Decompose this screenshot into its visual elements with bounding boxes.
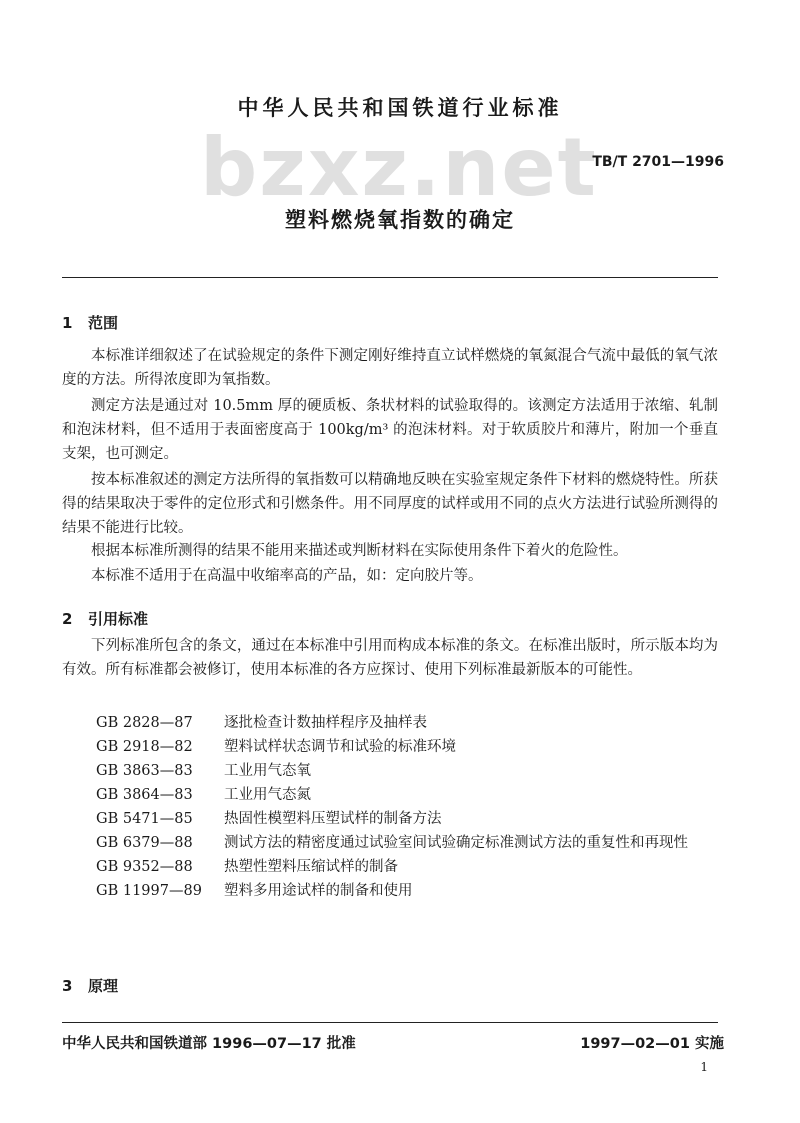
reference-code: GB 2918—82 bbox=[96, 739, 193, 755]
paragraph: 按本标准叙述的测定方法所得的氧指数可以精确地反映在实验室规定条件下材料的燃烧特性。所获得的结果取决于零件的定位形式和引燃条件。用不同厚度的试样或用不同的点火方法进行试验所测得的结果不能进行比较。 bbox=[62, 472, 718, 536]
footer-divider bbox=[62, 1022, 718, 1023]
reference-item bbox=[96, 831, 722, 855]
reference-item bbox=[96, 855, 722, 879]
reference-title: 测试方法的精密度通过试验室间试验确定标准测试方法的重复性和再现性 bbox=[224, 835, 688, 851]
section-title: 原理 bbox=[88, 977, 119, 995]
reference-item bbox=[96, 807, 722, 831]
reference-item bbox=[96, 711, 722, 735]
reference-item bbox=[96, 759, 722, 783]
section-1-heading bbox=[62, 312, 118, 333]
reference-code: GB 2828—87 bbox=[96, 715, 193, 731]
reference-title: 塑料试样状态调节和试验的标准环境 bbox=[224, 739, 456, 755]
header-divider bbox=[62, 277, 718, 278]
reference-title: 塑料多用途试样的制备和使用 bbox=[224, 883, 413, 899]
section-number: 3 bbox=[62, 977, 73, 995]
standard-organization: 中华人民共和国铁道行业标准 bbox=[237, 96, 563, 120]
document-title: 塑料燃烧氧指数的确定 bbox=[285, 208, 515, 232]
section-number: 1 bbox=[62, 314, 73, 332]
reference-item bbox=[96, 735, 722, 759]
paragraph: 根据本标准所测得的结果不能用来描述或判断材料在实际使用条件下着火的危险性。 bbox=[91, 543, 628, 559]
reference-code: GB 5471—85 bbox=[96, 811, 193, 827]
reference-title: 工业用气态氮 bbox=[224, 787, 311, 803]
reference-code: GB 3863—83 bbox=[96, 763, 193, 779]
reference-code: GB 3864—83 bbox=[96, 787, 193, 803]
reference-title: 热塑性塑料压缩试样的制备 bbox=[224, 859, 398, 875]
paragraph: 下列标准所包含的条文，通过在本标准中引用而构成本标准的条文。在标准出版时，所示版本均为有效。所有标准都会被修订，使用本标准的各方应探讨、使用下列标准最新版本的可能性。 bbox=[62, 638, 718, 678]
section-2-heading bbox=[62, 608, 148, 629]
section-title: 范围 bbox=[88, 314, 119, 332]
reference-code: GB 11997—89 bbox=[96, 883, 202, 899]
reference-title: 逐批检查计数抽样程序及抽样表 bbox=[224, 715, 427, 731]
approval-line: 中华人民共和国铁道部 1996—07—17 批准 bbox=[62, 1036, 356, 1052]
watermark: bzxz.net bbox=[200, 121, 598, 214]
section-title: 引用标准 bbox=[88, 610, 149, 628]
section-3-heading bbox=[62, 975, 118, 996]
section-number: 2 bbox=[62, 610, 73, 628]
page-number: 1 bbox=[700, 1060, 708, 1074]
paragraph: 本标准不适用于在高温中收缩率高的产品，如：定向胶片等。 bbox=[91, 568, 483, 584]
paragraph: 测定方法是通过对 10.5mm 厚的硬质板、条状材料的试验取得的。该测定方法适用于浓缩、轧制和泡沫材料，但不适用于表面密度高于 100kg/m³ 的泡沫材料。对于软质胶片和薄片，附加一个垂直支架，也可测定。 bbox=[62, 398, 718, 462]
reference-title: 工业用气态氧 bbox=[224, 763, 311, 779]
paragraph: 本标准详细叙述了在试验规定的条件下测定刚好维持直立试样燃烧的氧氮混合气流中最低的氧气浓度的方法。所得浓度即为氧指数。 bbox=[62, 348, 718, 388]
reference-code: GB 9352—88 bbox=[96, 859, 193, 875]
reference-item bbox=[96, 879, 722, 903]
standard-code: TB/T 2701—1996 bbox=[592, 154, 724, 170]
reference-code: GB 6379—88 bbox=[96, 835, 193, 851]
reference-title: 热固性模塑料压塑试样的制备方法 bbox=[224, 811, 442, 827]
implementation-date: 1997—02—01 实施 bbox=[580, 1036, 724, 1052]
reference-list bbox=[96, 711, 722, 903]
reference-item bbox=[96, 783, 722, 807]
